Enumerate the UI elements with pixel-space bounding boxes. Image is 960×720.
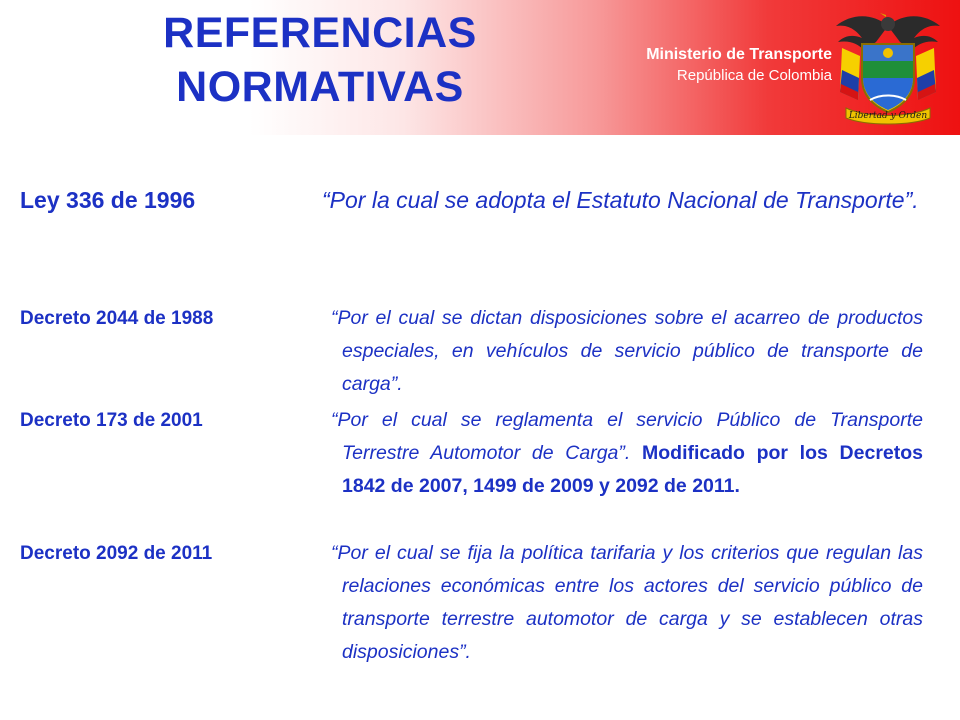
law-quote: “Por la cual se adopta el Estatuto Nacional de Transporte”. xyxy=(322,187,919,213)
country-name: República de Colombia xyxy=(676,67,832,84)
law-quote: “Por el cual se dictan disposiciones sobre el acarreo de productos especiales, en vehículos de servicio público de transporte de carga”. xyxy=(331,307,923,395)
law-name: Decreto 2044 de 1988 xyxy=(20,308,214,329)
law-description xyxy=(331,404,923,503)
title-line-2: NORMATIVAS xyxy=(176,63,464,111)
law-description xyxy=(331,302,923,401)
law-quote: “Por el cual se fija la política tarifaria y los criterios que regulan las relaciones económicas entre los actores del servicio público de transporte terrestre automotor de carga y se establecen otras disposiciones”. xyxy=(331,542,923,663)
law-description xyxy=(331,537,923,669)
law-name: Decreto 2092 de 2011 xyxy=(20,543,213,564)
seal-motto: Libertad y Orden xyxy=(848,111,928,121)
law-name: Ley 336 de 1996 xyxy=(20,187,196,213)
law-description xyxy=(322,182,923,218)
title-line-1: REFERENCIAS xyxy=(163,9,477,57)
law-quote: “Por el cual se reglamenta el servicio Público de Transporte Terrestre Automotor de Carga”. xyxy=(331,409,923,464)
law-name: Decreto 173 de 2001 xyxy=(20,410,203,431)
law-modification-note: Modificado por los Decretos 1842 de 2007, 1499 de 2009 y 2092 de 2011. xyxy=(342,442,923,497)
coat-of-arms-icon xyxy=(832,8,944,126)
header-banner xyxy=(0,0,960,135)
ministry-block xyxy=(646,44,832,86)
ministry-name: Ministerio de Transporte xyxy=(646,46,832,63)
page-title xyxy=(120,6,520,114)
